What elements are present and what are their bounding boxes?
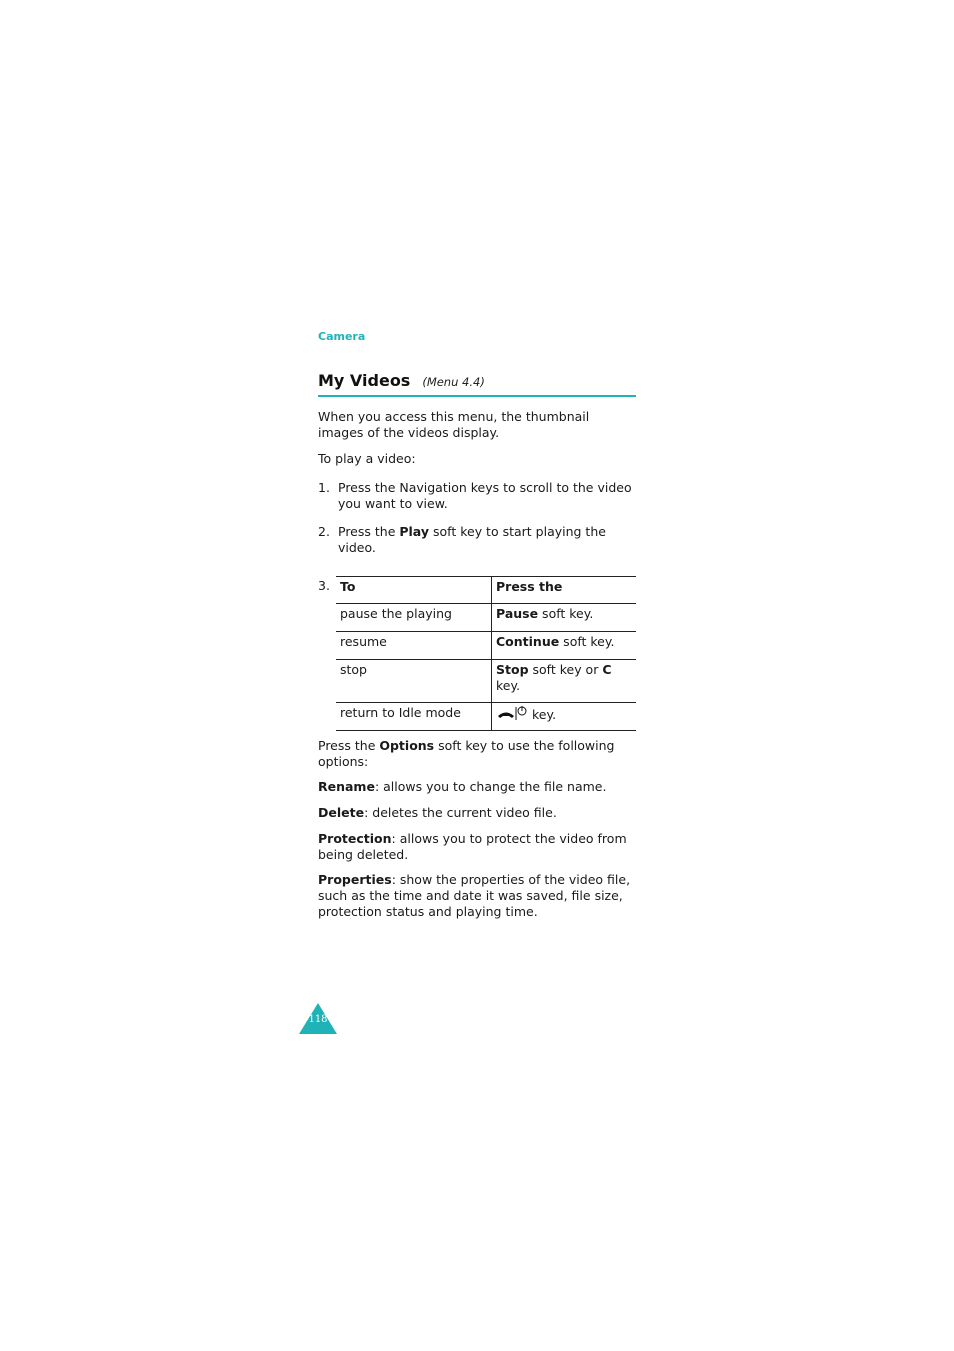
option-properties: Properties: show the properties of the video file, such as the time and date it was saved, file size, protection status and playing time. — [318, 872, 631, 919]
heading — [318, 371, 636, 397]
step-number: 2. — [318, 524, 330, 539]
table-cell-key: Pause soft key. — [492, 604, 637, 632]
step-number: 3. — [318, 578, 330, 593]
table-row — [336, 703, 636, 731]
table-row — [336, 632, 636, 660]
option-protection: Protection: allows you to protect the video from being deleted. — [318, 831, 627, 862]
page-title: My Videos — [318, 371, 411, 390]
options-key-label: Options — [379, 738, 435, 753]
table-cell-action: resume — [336, 632, 492, 660]
table-cell-key: Continue soft key. — [492, 632, 637, 660]
table-header: Press the — [492, 577, 637, 604]
play-key-label: Play — [399, 524, 430, 539]
step-number: 1. — [318, 480, 330, 495]
end-power-key-icon — [496, 705, 528, 725]
step-text: Press the Navigation keys to scroll to the video you want to view. — [338, 480, 632, 511]
table-cell-key: Stop soft key or C key. — [492, 660, 637, 703]
to-play-label: To play a video: — [318, 451, 416, 466]
intro-paragraph: When you access this menu, the thumbnail images of the videos display. — [318, 409, 590, 440]
option-rename: Rename: allows you to change the file name. — [318, 779, 607, 794]
step-text: Press the Play soft key to start playing the video. — [338, 524, 606, 555]
table-cell-action: return to Idle mode — [336, 703, 492, 731]
options-intro: Press the Options soft key to use the following options: — [318, 738, 615, 769]
page-number: 118 — [308, 1014, 328, 1025]
table-row — [336, 660, 636, 703]
table-cell-key: key. — [492, 703, 637, 731]
table-cell-action: pause the playing — [336, 604, 492, 632]
table-header-row — [336, 577, 636, 604]
table-cell-action: stop — [336, 660, 492, 703]
section-label: Camera — [318, 330, 366, 343]
option-delete: Delete: deletes the current video file. — [318, 805, 557, 820]
table-header: To — [336, 577, 492, 604]
playback-controls-table — [336, 576, 636, 731]
page-number-badge — [298, 1003, 338, 1035]
menu-reference: (Menu 4.4) — [422, 375, 485, 389]
table-row — [336, 604, 636, 632]
